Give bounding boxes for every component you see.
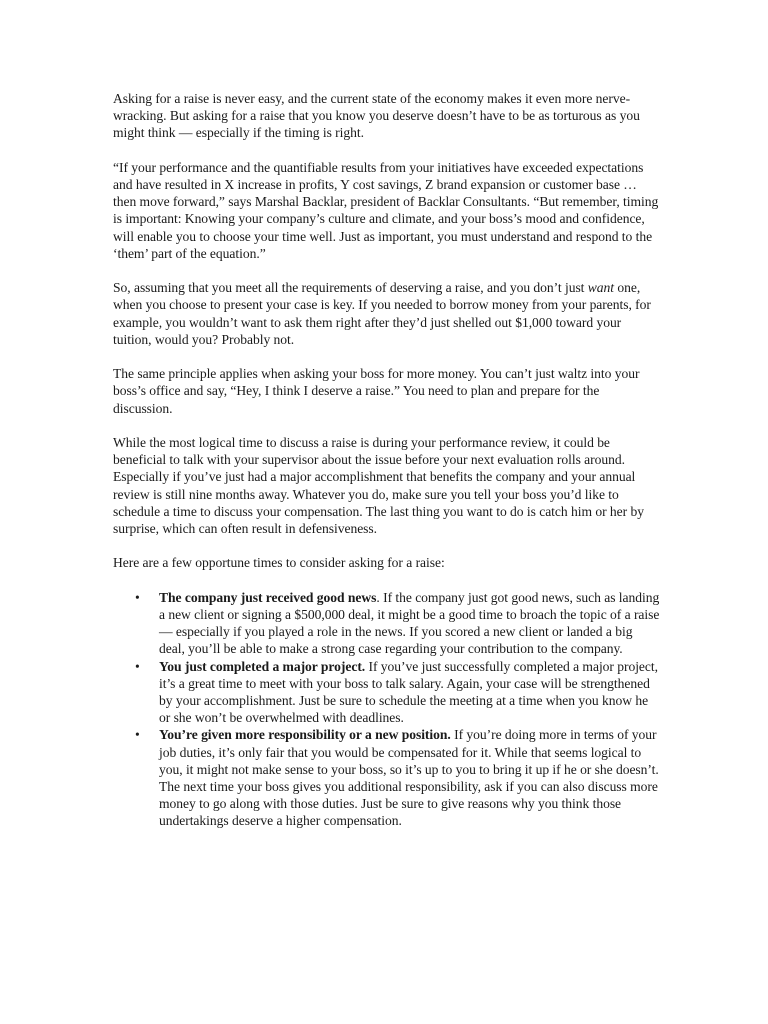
list-item [113,589,661,658]
bullet-icon: • [135,727,140,743]
paragraph-review: While the most logical time to discuss a raise is during your performance review, it could be beneficial to talk with your supervisor about the issue before your next evaluation rolls around. Especially if you’ve just had a major accomplishment that benefits the company and your annual review is still nine months away. Whatever you do, make sure you tell your boss you’d like to schedule a time to discuss your compensation. The last thing you want to do is catch him or her by surprise, which can often result in defensiveness. [113,435,644,537]
emphasis-want: want [587,280,615,296]
paragraph-timing-start: So, assuming that you meet all the requirements of deserving a raise, and you don’t just [113,280,588,296]
list-item [113,658,661,727]
bullet-icon: • [135,658,140,674]
paragraph-timing [113,279,661,348]
bullet-text: If you’re doing more in terms of your job duties, it’s only fair that you would be compensated for it. While that seems logical to you, it might not make sense to your boss, so it’s up to you to bring it up if he or she doesn’t. The next time your boss gives you additional responsibility, ask if you can also discuss more money to go along with those duties. Just be sure to give reasons why you think those undertakings deserve a higher compensation. [159,727,659,829]
list-item [113,726,661,829]
opportune-times-list [113,589,661,830]
paragraph-timing-end: one, when you choose to present your case is key. If you needed to borrow money from your parents, for example, you wouldn’t want to ask them right after they’d just shelled out $1,000 toward your tuition, would you? Probably not. [113,280,651,347]
paragraph-intro: Asking for a raise is never easy, and the current state of the economy makes it even more nerve-wracking. But asking for a raise that you know you deserve doesn’t have to be as torturous as you might think — especially if the timing is right. [113,91,640,141]
bullet-text: If you’ve just successfully completed a major project, it’s a great time to meet with your boss to talk salary. Again, your case will be strengthened by your accomplishment. Just be sure to schedule the meeting at a time when you know he or she won’t be overwhelmed with deadlines. [159,658,658,726]
bullet-icon: • [135,589,140,605]
document-page [113,90,661,830]
paragraph-quote: “If your performance and the quantifiable results from your initiatives have exceeded expectations and have resulted in X increase in profits, Y cost savings, Z brand expansion or customer base … then move forward,” says Marshal Backlar, president of Backlar Consultants. “But remember, timing is important: Knowing your company’s culture and climate, and your boss’s mood and confidence, will enable you to choose your time well. Just as important, you must understand and respond to the ‘them’ part of the equation.” [113,159,659,261]
list-intro: Here are a few opportune times to consider asking for a raise: [113,555,445,571]
bullet-text: . If the company just got good news, such as landing a new client or signing a $500,000 deal, it might be a good time to broach the topic of a raise — especially if you played a role in the news. If you scored a new client or landed a big deal, you’ll be able to make a strong case regarding your contribution to the company. [159,589,660,657]
paragraph-principle: The same principle applies when asking your boss for more money. You can’t just waltz into your boss’s office and say, “Hey, I think I deserve a raise.” You need to plan and prepare for the discussion. [113,366,640,416]
bullet-lead: You just completed a major project. [159,658,366,674]
bullet-lead: You’re given more responsibility or a new position. [159,727,451,743]
bullet-lead: The company just received good news [159,589,377,605]
